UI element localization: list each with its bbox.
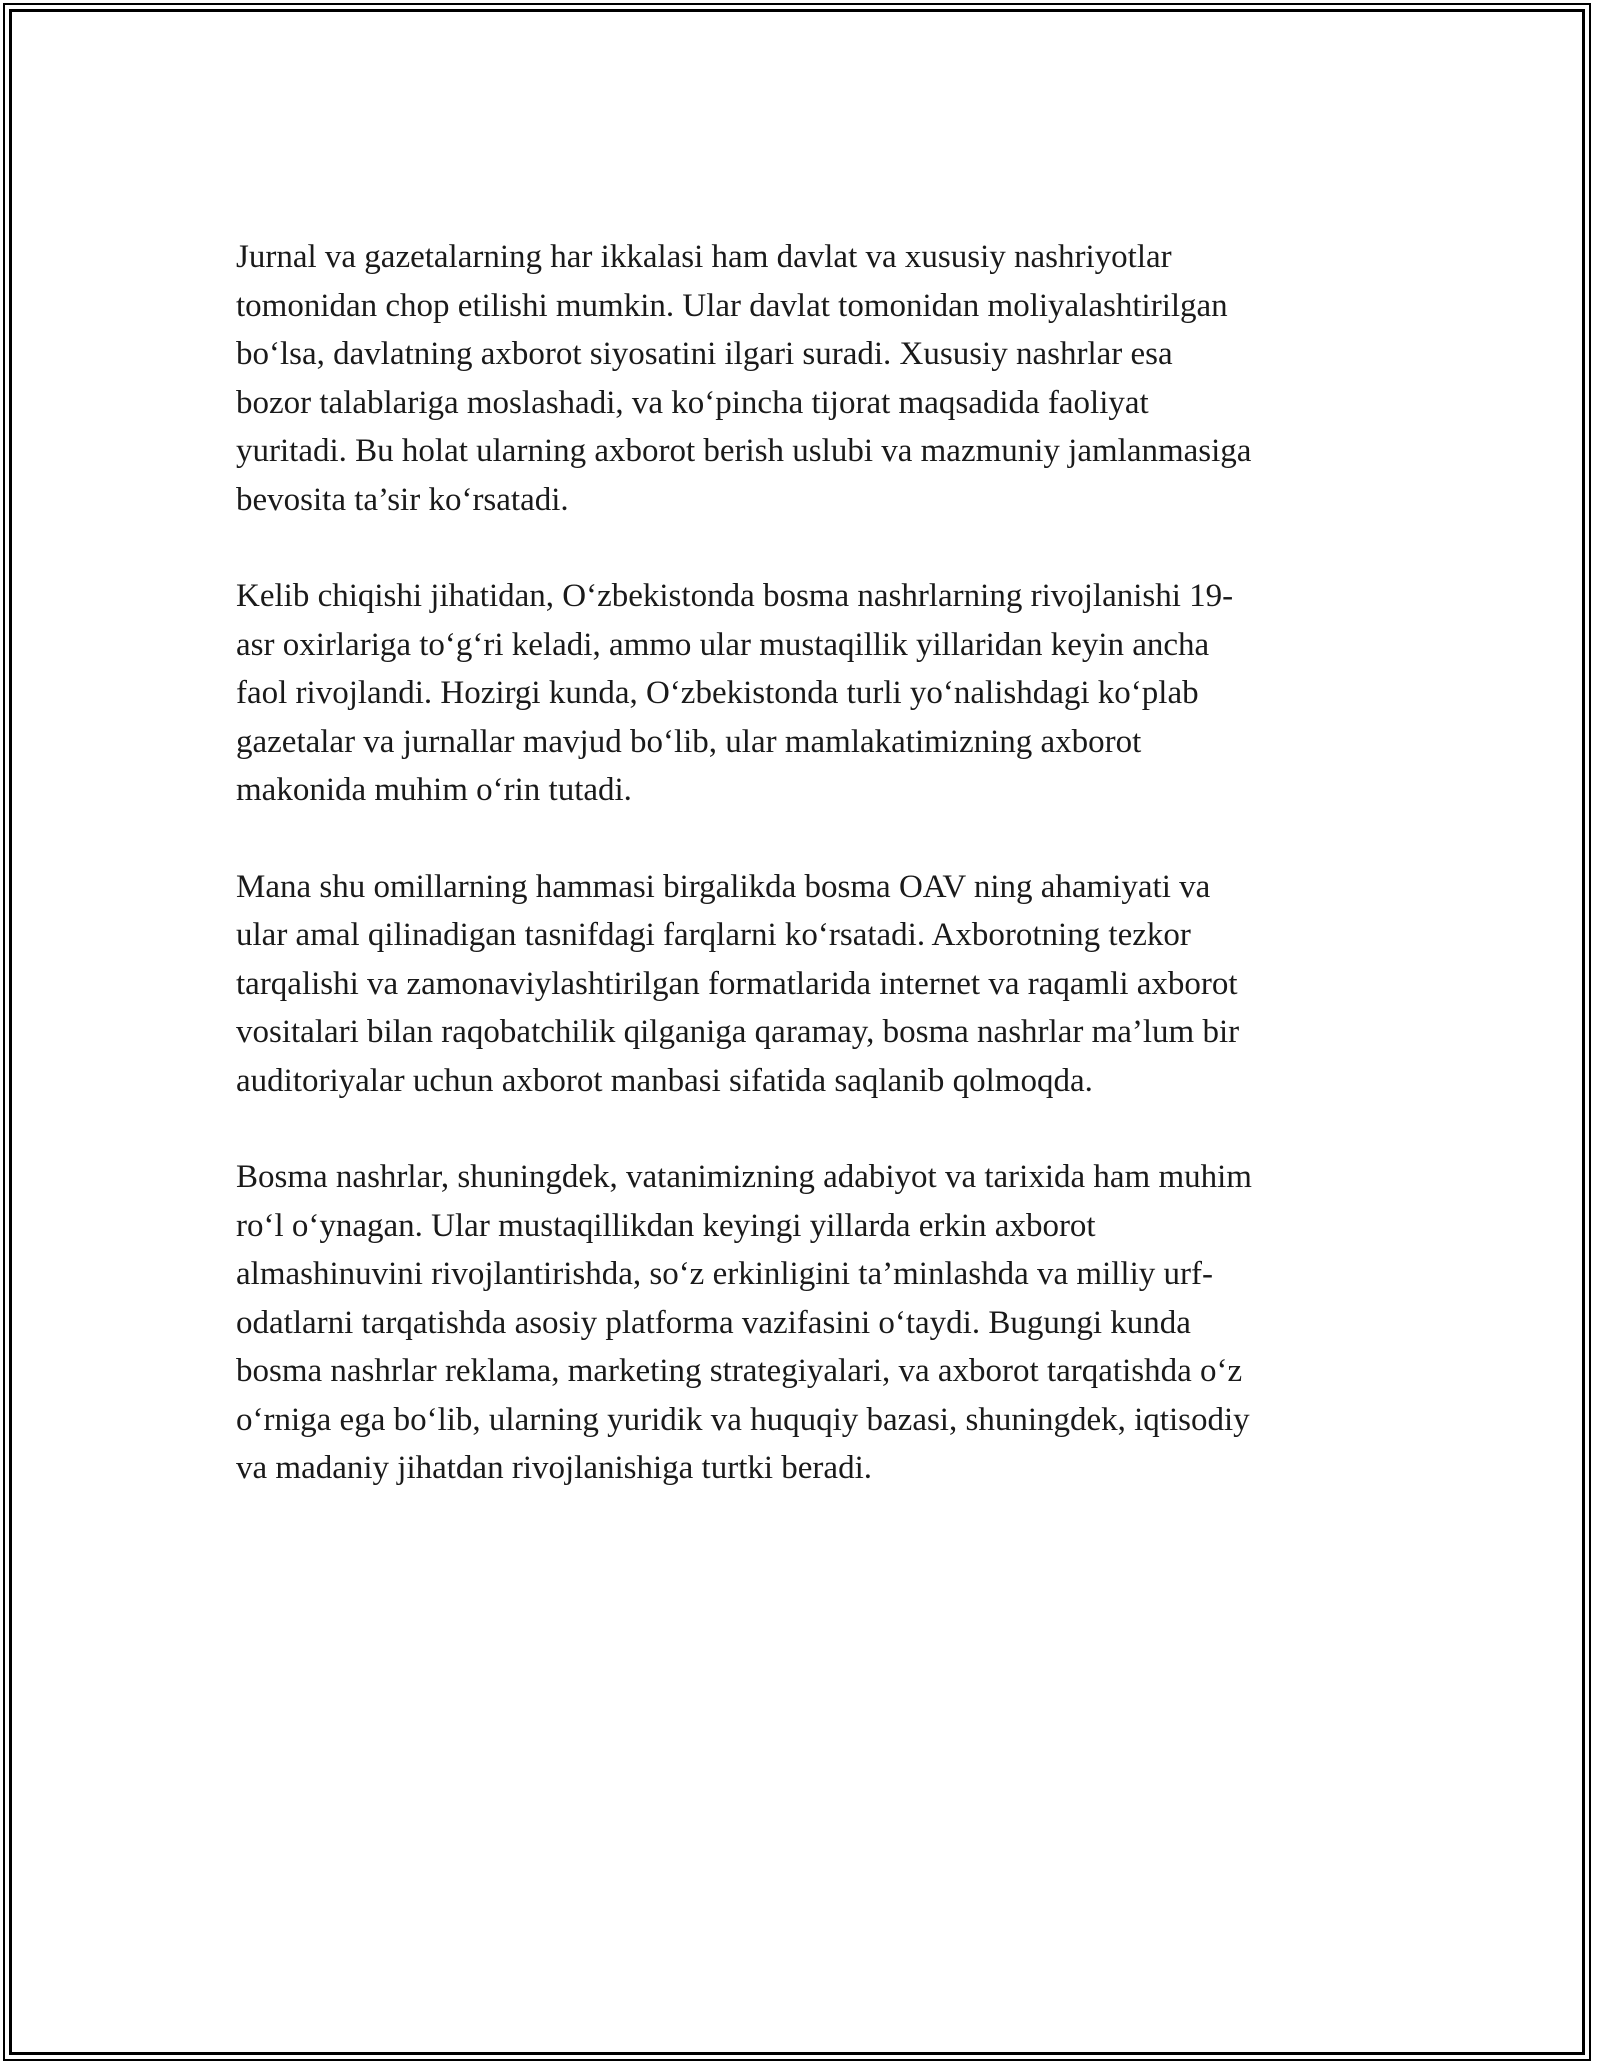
document-body [236, 233, 1376, 1541]
paragraph-1: Jurnal va gazetalarning har ikkalasi ham davlat va xususiy nashriyotlar tomonidan chop etilishi mumkin. Ular davlat tomonidan moliyalashtirilgan bo‘lsa, davlatning axborot siyosatini ilgari suradi. Xususiy nashrlar esa bozor talablariga moslashadi, va ko‘pincha tijorat maqsadida faoliyat yuritadi. Bu holat ularning axborot berish uslubi va mazmuniy jamlanmasiga bevosita ta’sir ko‘rsatadi. [236, 239, 1252, 518]
paragraph-2: Kelib chiqishi jihatidan, O‘zbekistonda bosma nashrlarning rivojlanishi 19- asr oxirlariga to‘g‘ri keladi, ammo ular mustaqillik yillaridan keyin ancha faol rivojlandi. Hozirgi kunda, O‘zbekistonda turli yo‘nalishdagi ko‘plab gazetalar va jurnallar mavjud bo‘lib, ular mamlakatimizning axborot makonida muhim o‘rin tutadi. [236, 578, 1234, 808]
paragraph-4: Bosma nashrlar, shuningdek, vatanimizning adabiyot va tarixida ham muhim ro‘l o‘ynagan. Ular mustaqillikdan keyingi yillarda erkin axborot almashinuvini rivojlantirishda, so‘z erkinligini ta’minlashda va milliy urf- odatlarni tarqatishda asosiy platforma vazifasini o‘taydi. Bugungi kunda bosma nashrlar reklama, marketing strategiyalari, va axborot tarqatishda o‘z o‘rniga ega bo‘lib, ularning yuridik va huquqiy bazasi, shuningdek, iqtisodiy va madaniy jihatdan rivojlanishiga turtki beradi. [236, 1159, 1252, 1486]
paragraph-3: Mana shu omillarning hammasi birgalikda bosma OAV ning ahamiyati va ular amal qilinadigan tasnifdagi farqlarni ko‘rsatadi. Axborotning tezkor tarqalishi va zamonaviylashtirilgan formatlarida internet va raqamli axborot vositalari bilan raqobatchilik qilganiga qaramay, bosma nashrlar ma’lum bir auditoriyalar uchun axborot manbasi sifatida saqlanib qolmoqda. [236, 868, 1240, 1099]
